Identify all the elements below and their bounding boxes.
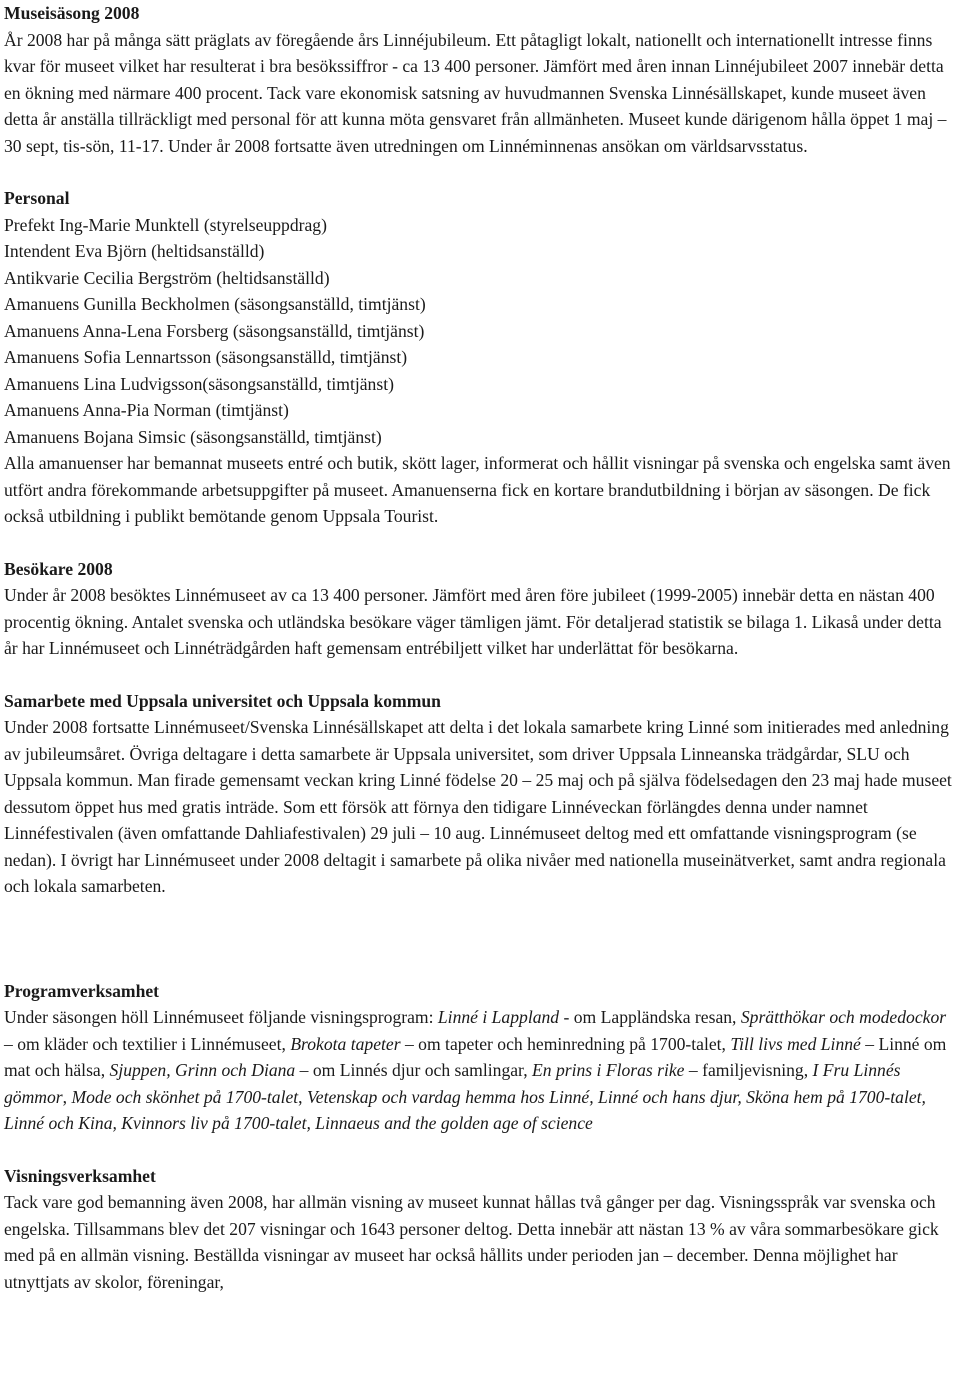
section-title: Besökare 2008: [4, 558, 113, 579]
section-cooperation: [4, 688, 956, 900]
program-text: ,: [298, 1086, 307, 1107]
staff-item: Amanuens Lina Ludvigsson(säsongsanställd, timtjänst): [4, 373, 394, 394]
staff-item: Amanuens Anna-Lena Forsberg (säsongsanställd, timtjänst): [4, 320, 425, 341]
program-text: – familjevisning,: [684, 1060, 813, 1080]
section-body: [4, 1004, 956, 1137]
section-body: Tack vare god bemanning även 2008, har allmän visning av museet kunnat hållas två gånger per dag. Visningsspråk var svenska och engelska. Tillsammans blev det 207 visningar och 1643 personer deltog. Detta innebär att nästan 13 % av våra sommarbesökare gick med på en allmän visning. Beställda visningar av museet har också hållits under perioden jan – december. Denna möjlighet har utnyttjats av skolor, föreningar,: [4, 1192, 939, 1292]
program-title: Vetenskap och vardag hemma hos Linné, Linné och hans djur, Sköna hem på 1700-talet, Linné och Kina, Kvinnors liv på 1700-talet, Linnaeus and the golden age of science: [4, 1086, 926, 1133]
staff-item: Amanuens Bojana Simsic (säsongsanställd, timtjänst): [4, 426, 382, 447]
section-title: Personal: [4, 188, 70, 208]
program-text: ,: [62, 1086, 72, 1107]
section-museum-season: [4, 0, 956, 159]
staff-item: Prefekt Ing-Marie Munktell (styrelseuppdrag): [4, 214, 327, 235]
section-personnel: [4, 185, 956, 530]
section-body: Alla amanuenser har bemannat museets entré och butik, skött lager, informerat och hållit visningar på svenska och engelska samt även utfört andra förekommande arbetsuppgifter på museet. Amanuenserna fick en kortare brandutbildning i början av säsongen. De fick också utbildning i publikt bemötande genom Uppsala Tourist.: [4, 453, 951, 526]
program-title: Brokota tapeter: [290, 1033, 401, 1054]
section-title: Visningsverksamhet: [4, 1165, 156, 1186]
section-program: [4, 978, 956, 1137]
program-title: Linné i Lappland: [437, 1007, 560, 1027]
section-title: Samarbete med Uppsala universitet och Uppsala kommun: [4, 690, 441, 711]
section-tours: [4, 1163, 956, 1296]
program-intro: Under säsongen höll Linnémuseet följande visningsprogram:: [4, 1007, 438, 1027]
section-body: Under år 2008 besöktes Linnémuseet av ca 13 400 personer. Jämfört med åren före jubileet (1999-2005) innebär detta en nästan 400 procentig ökning. Antalet svenska och utländska besökare väger tämligen jämt. För detaljerad statistik se bilaga 1. Likaså under detta år har Linnémuseet och Linnéträdgården haft gemensam entrébiljett vilket har underlättat för besökarna.: [4, 585, 942, 658]
section-body: År 2008 har på många sätt präglats av föregående års Linnéjubileum. Ett påtagligt lokalt, nationellt och internationellt intresse finns kvar för museet vilket har resulterat i bra besökssiffror - ca 13 400 personer. Jämfört med åren innan Linnéjubileet 2007 innebär detta en ökning med närmare 400 procent. Tack vare ekonomisk satsning av huvudmannen Svenska Linnésällskapet, kunde museet även detta år anställa tillräckligt med personal för att kunna möta gensvaret från allmänheten. Museet kunde därigenom hålla öppet 1 maj – 30 sept, tis-sön, 11-17. Under år 2008 fortsatte även utredningen om Linnéminnenas ansökan om världsarvsstatus.: [4, 29, 947, 156]
program-title: En prins i Floras rike: [532, 1060, 685, 1080]
staff-item: Antikvarie Cecilia Bergström (heltidsanställd): [4, 267, 330, 288]
program-title: Till livs med Linné: [730, 1033, 861, 1054]
staff-item: Intendent Eva Björn (heltidsanställd): [4, 241, 265, 261]
section-title: Museisäsong 2008: [4, 3, 140, 23]
program-text: – om tapeter och heminredning på 1700-talet,: [400, 1033, 731, 1054]
program-text: - om Lappländska resan,: [559, 1007, 741, 1027]
staff-item: Amanuens Anna-Pia Norman (timtjänst): [4, 400, 289, 420]
section-visitors: [4, 556, 956, 662]
staff-item: Amanuens Gunilla Beckholmen (säsongsanställd, timtjänst): [4, 294, 426, 314]
program-text: – om kläder och textilier i Linnémuseet,: [4, 1033, 291, 1054]
program-text: – om Linnés djur och samlingar,: [295, 1060, 533, 1080]
program-text: – Linné om mat och hälsa,: [4, 1033, 947, 1080]
section-body: Under 2008 fortsatte Linnémuseet/Svenska Linnésällskapet att delta i det lokala samarbete kring Linné som initierades med anledning av jubileumsåret. Övriga deltagare i detta samarbete är Uppsala universitet, som driver Uppsala Linneanska trädgårdar, SLU och Uppsala kommun. Man firade gemensamt veckan kring Linné födelse 20 – 25 maj och på själva födelsedagen den 23 maj hade museet dessutom öppet hus med gratis inträde. Som ett försök att förnya den tidigare Linnéveckan förlängdes denna under namnet Linnéfestivalen (även omfattande Dahliafestivalen) 29 juli – 10 aug. Linnémuseet deltog med ett omfattande visningsprogram (se nedan). I övrigt har Linnémuseet under 2008 deltagit i samarbete på olika nivåer med nationella museinätverket, samt andra regionala och lokala samarbeten.: [4, 717, 952, 896]
program-title: Sjuppen, Grinn och Diana: [109, 1060, 296, 1080]
program-title: Sprätthökar och modedockor: [740, 1007, 947, 1027]
section-title: Programverksamhet: [4, 980, 160, 1001]
staff-list: [4, 212, 956, 451]
staff-item: Amanuens Sofia Lennartsson (säsongsanställd, timtjänst): [4, 347, 408, 367]
program-title: Mode och skönhet på 1700-talet: [71, 1086, 299, 1107]
program-title: I Fru Linnés gömmor: [4, 1060, 901, 1107]
